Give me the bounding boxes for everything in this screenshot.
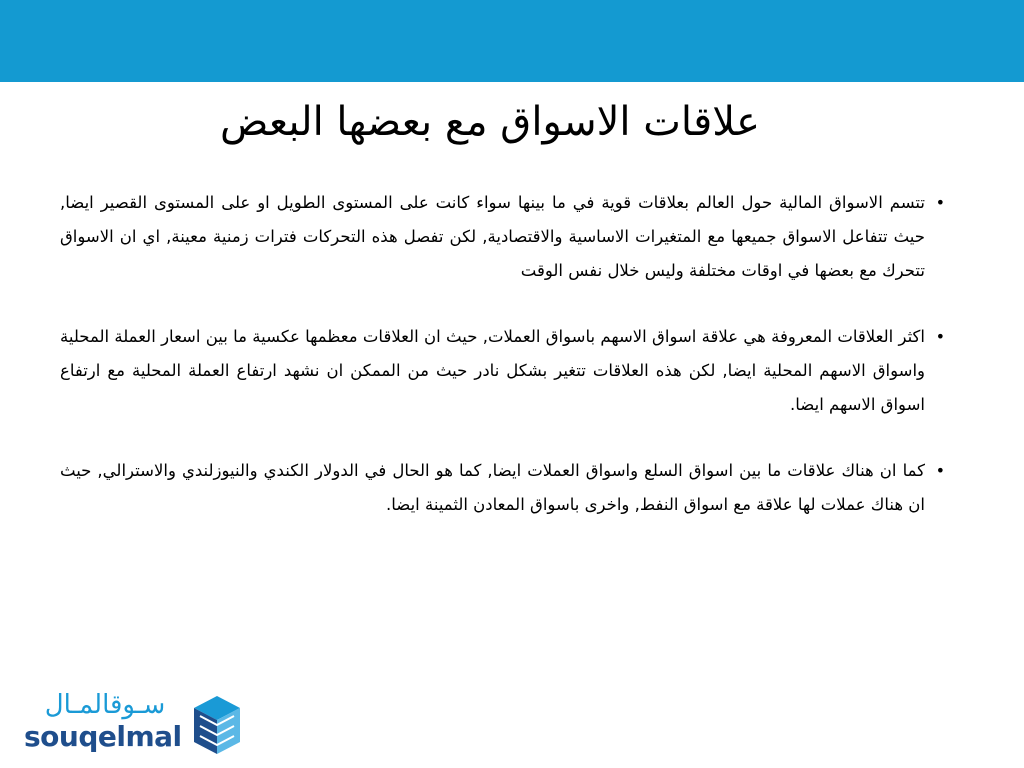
bullet-text: كما ان هناك علاقات ما بين اسواق السلع واسواق العملات ايضا, كما هو الحال في الدولار الكندي والنيوزلندي والاسترالي, حيث ان هناك عملات لها علاقة مع اسواق النفط, واخرى باسواق المعادن الثمينة ايضا. <box>60 461 925 514</box>
slide-title: علاقات الاسواق مع بعضها البعض <box>220 99 760 145</box>
logo-arabic-text: سـوقالمـال <box>44 690 166 720</box>
bullet-list <box>60 186 945 554</box>
souqelmal-logo <box>24 690 244 760</box>
bullet-item <box>60 454 945 522</box>
bullet-marker: • <box>935 327 945 346</box>
bullet-marker: • <box>935 193 945 212</box>
header-bar <box>0 0 1024 82</box>
cube-icon <box>192 694 242 756</box>
bullet-marker: • <box>935 461 945 480</box>
bullet-text: اكثر العلاقات المعروفة هي علاقة اسواق الاسهم باسواق العملات, حيث ان العلاقات معظمها عكسية ما بين اسعار العملة المحلية واسواق الاسهم المحلية ايضا, لكن هذه العلاقات تتغير بشكل نادر حيث من الممكن ان نشهد ارتفاع العملة المحلية مع ارتفاع اسواق الاسهم ايضا. <box>60 327 925 414</box>
logo-latin-text: souqelmal <box>24 720 182 753</box>
bullet-item <box>60 320 945 422</box>
bullet-text: تتسم الاسواق المالية حول العالم بعلاقات قوية في ما بينها سواء كانت على المستوى الطويل او على المستوى القصير ايضا, حيث تتفاعل الاسواق جميعها مع المتغيرات الاساسية والاقتصادية, لكن تفصل هذه التحركات فترات زمنية معينة, اي ان الاسواق تتحرك مع بعضها في اوقات مختلفة وليس خلال نفس الوقت <box>60 193 925 280</box>
bullet-item <box>60 186 945 288</box>
